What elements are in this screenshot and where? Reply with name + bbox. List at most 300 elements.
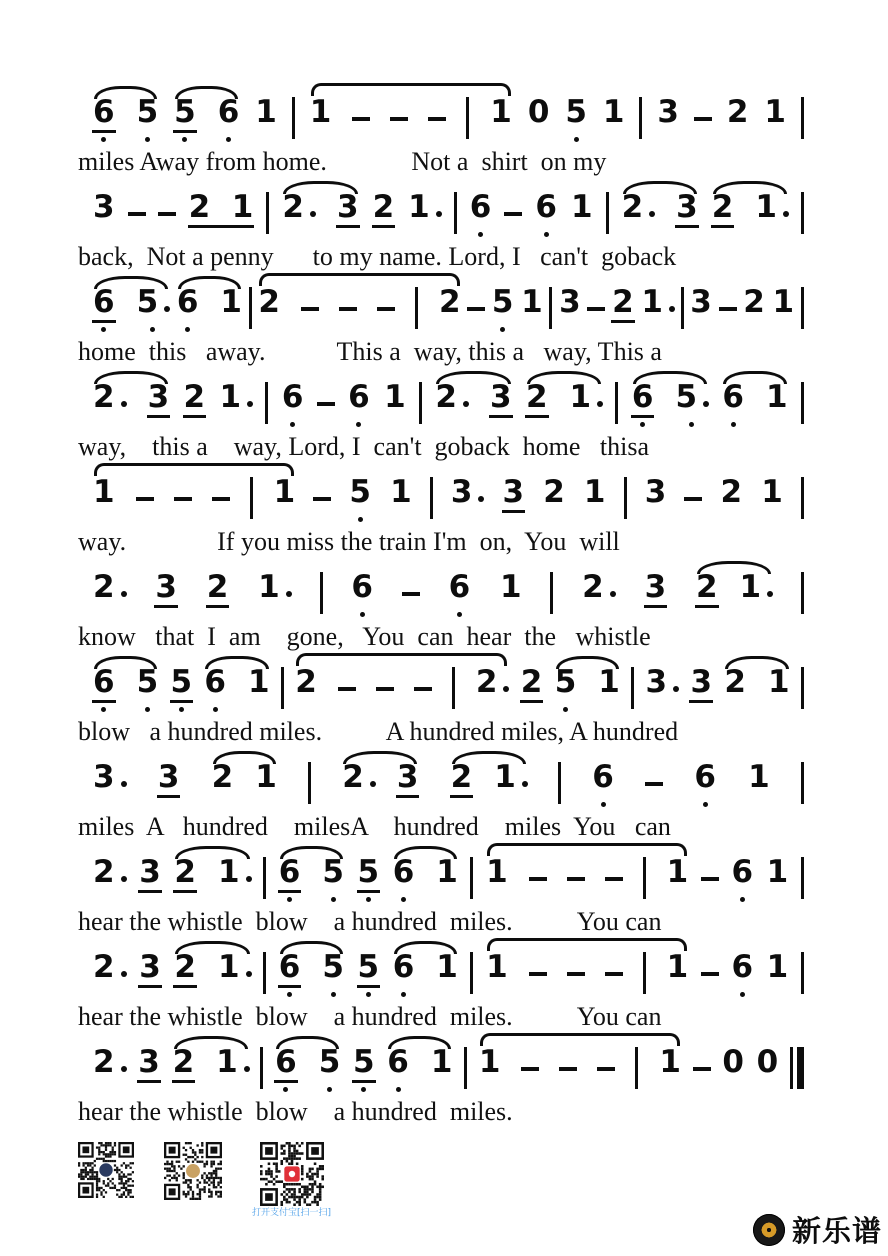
note — [489, 94, 513, 146]
slur-group — [92, 94, 159, 146]
octave-dot-space — [721, 1083, 745, 1096]
lyrics-row: miles A hundred milesA hundred miles You can — [78, 812, 671, 841]
score-line — [78, 749, 810, 844]
note — [218, 379, 253, 431]
note-digit: 2 — [450, 762, 474, 798]
note-digit: 3 — [147, 382, 171, 418]
octave-dot-space — [489, 418, 513, 431]
octave-dot-space — [217, 988, 252, 1001]
note — [211, 759, 235, 811]
note-digit: 6 — [535, 189, 557, 225]
note — [591, 759, 615, 811]
note-digit-row — [611, 284, 635, 323]
notes-row — [78, 84, 810, 146]
note-digit: 3 — [644, 572, 668, 608]
note-digit: 1 — [764, 94, 786, 130]
note — [389, 474, 413, 526]
low-octave-dot — [689, 422, 694, 427]
note-digit-row — [257, 284, 281, 323]
dot-after — [436, 211, 442, 217]
slur-group — [176, 284, 243, 336]
note — [450, 474, 485, 526]
dash-row — [567, 860, 585, 893]
octave-dot-space — [645, 703, 680, 716]
tie-arc — [487, 938, 687, 951]
dash-glyph — [174, 497, 192, 501]
note-digit: 2 — [93, 949, 115, 985]
dash-row — [559, 1050, 577, 1083]
octave-dot-space — [475, 703, 510, 716]
dash-row — [376, 670, 394, 703]
note-digit: 5 — [357, 857, 381, 893]
octave-dot-space — [188, 228, 255, 241]
note-digit-row — [206, 569, 230, 608]
note — [92, 379, 127, 431]
low-octave-dot — [601, 802, 606, 807]
slur-arc — [623, 181, 697, 194]
slur-arc — [452, 751, 526, 764]
tie-arc — [311, 83, 511, 96]
note-digit: 6 — [348, 379, 370, 415]
low-octave-dot — [331, 992, 336, 997]
slur-group — [554, 664, 621, 716]
notes-row — [78, 179, 810, 241]
note-digit-row — [525, 379, 549, 418]
below-space — [567, 893, 585, 906]
lyrics-row: hear the whistle blow a hundred miles. You can — [78, 1002, 662, 1031]
note-digit-row — [392, 854, 416, 893]
note-digit: 2 — [173, 857, 197, 893]
note-digit: 1 — [248, 664, 270, 700]
note-digit-row — [278, 949, 302, 988]
note-digit-row — [640, 284, 675, 323]
note-digit: 2 — [206, 572, 230, 608]
note-digit: 6 — [592, 759, 614, 795]
notes-row — [78, 1034, 810, 1096]
note-digit: 1 — [220, 284, 242, 320]
note-digit: 2 — [282, 189, 304, 225]
slur-group — [631, 379, 709, 431]
note-digit-row — [435, 949, 459, 988]
octave-dot-space — [656, 133, 680, 146]
note-digit: 2 — [695, 572, 719, 608]
note-digit-row — [137, 1044, 161, 1083]
slur-group — [721, 379, 788, 431]
octave-dot-space — [527, 133, 551, 146]
low-octave-dot — [731, 422, 736, 427]
octave-dot-space — [448, 608, 472, 621]
below-space — [719, 323, 737, 336]
note — [485, 949, 509, 1001]
note-digit: 5 — [554, 664, 577, 700]
note-digit: 1 — [486, 854, 508, 890]
low-octave-dot — [366, 992, 371, 997]
note-digit: 2 — [372, 192, 396, 228]
note-digit-row — [760, 474, 784, 513]
octave-dot-space — [430, 1083, 454, 1096]
octave-dot-space — [350, 608, 374, 621]
note-digit-row — [644, 474, 668, 513]
note-digit: 5 — [318, 1044, 341, 1080]
score — [78, 84, 810, 1129]
slur-arc — [725, 656, 788, 669]
note-digit-row — [386, 1044, 410, 1083]
note — [309, 94, 333, 146]
note-digit: 6 — [731, 854, 754, 890]
octave-dot-space — [542, 513, 566, 526]
note — [435, 949, 459, 1001]
lyrics-row: home this away. This a way, this a way, This a — [78, 337, 662, 366]
note — [274, 1044, 298, 1096]
octave-dot-space — [597, 703, 621, 716]
dash-row — [567, 955, 585, 988]
note — [92, 569, 127, 621]
note-digit: 2 — [93, 379, 115, 415]
barline — [470, 952, 473, 994]
note — [435, 854, 459, 906]
octave-dot-space — [274, 1083, 298, 1096]
note — [247, 664, 271, 716]
octave-dot-space — [747, 798, 771, 811]
note-digit-row — [383, 379, 407, 418]
dot-after — [767, 591, 773, 597]
below-space — [567, 988, 585, 1001]
note-digit-row — [321, 949, 345, 988]
note-digit: 1 — [521, 284, 543, 320]
note-digit-row — [92, 474, 116, 513]
octave-dot-space — [372, 228, 396, 241]
note — [689, 664, 713, 716]
beamed-note-pair — [188, 189, 255, 241]
note-digit: 2 — [743, 284, 765, 320]
duration-dash — [376, 670, 394, 716]
dash-row — [684, 480, 702, 513]
note-digit: 1 — [499, 569, 522, 605]
slur-arc — [175, 86, 238, 99]
duration-dash — [313, 480, 331, 526]
note — [520, 284, 544, 336]
octave-dot-space — [739, 608, 774, 621]
barline — [606, 192, 609, 234]
note-digit: 6 — [448, 569, 471, 605]
note — [92, 474, 116, 526]
note-digit: 2 — [711, 192, 735, 228]
note — [92, 94, 116, 146]
note — [666, 949, 690, 1001]
barline — [681, 287, 684, 329]
octave-dot-space — [309, 133, 333, 146]
duration-dash — [467, 290, 485, 336]
note-digit-row — [203, 664, 227, 703]
note-digit-row — [173, 854, 197, 893]
octave-dot-space — [217, 893, 252, 906]
octave-dot-space — [640, 323, 675, 336]
octave-dot-space — [558, 323, 582, 336]
qr-code-2 — [164, 1142, 222, 1200]
octave-dot-space — [763, 133, 787, 146]
note-digit: 2 — [543, 474, 565, 510]
note — [281, 379, 305, 431]
note-digit-row — [726, 94, 750, 133]
note — [350, 569, 374, 621]
note — [581, 569, 616, 621]
below-space — [352, 133, 370, 146]
slur-group — [621, 189, 699, 241]
octave-dot-space — [450, 798, 474, 811]
note-digit-row — [434, 379, 469, 418]
duration-dash — [693, 1050, 711, 1096]
note — [170, 664, 194, 716]
duration-dash — [605, 860, 623, 906]
note-digit-row — [92, 569, 127, 608]
notes-row — [78, 274, 810, 336]
slur-arc — [697, 561, 771, 574]
note-digit: 3 — [138, 952, 162, 988]
note-digit: 1 — [216, 1044, 238, 1080]
note-digit: 5 — [352, 1047, 376, 1083]
note-digit-row — [754, 189, 789, 228]
below-space — [605, 988, 623, 1001]
dash-row — [128, 195, 146, 228]
octave-dot-space — [92, 513, 116, 526]
note-digit-row — [485, 854, 509, 893]
octave-dot-space — [396, 798, 420, 811]
note — [92, 949, 127, 1001]
below-space — [521, 1083, 539, 1096]
note-digit: 1 — [766, 854, 789, 890]
dash-row — [605, 955, 623, 988]
qr-code-image — [164, 1142, 222, 1200]
low-octave-dot — [150, 327, 155, 332]
octave-dot-space — [211, 798, 235, 811]
octave-dot-space — [138, 988, 162, 1001]
octave-dot-space — [386, 1083, 410, 1096]
low-octave-dot — [182, 137, 187, 142]
tie-group — [485, 949, 689, 1001]
note — [721, 379, 745, 431]
dash-glyph — [605, 877, 623, 881]
note — [407, 189, 442, 241]
below-space — [339, 323, 357, 336]
note — [527, 94, 551, 146]
score-line — [78, 84, 810, 179]
note-digit: 3 — [502, 477, 526, 513]
low-octave-dot — [331, 897, 336, 902]
octave-dot-space — [352, 1083, 376, 1096]
note-digit-row — [438, 284, 462, 323]
dash-glyph — [414, 687, 432, 691]
note-digit: 3 — [450, 474, 473, 510]
duration-dash — [136, 480, 154, 526]
note-digit: 6 — [176, 284, 199, 320]
note-digit-row — [318, 1044, 342, 1083]
low-octave-dot — [101, 327, 106, 332]
note — [254, 759, 278, 811]
octave-dot-space — [357, 988, 381, 1001]
dot-after — [247, 401, 253, 407]
slur-arc — [723, 371, 786, 384]
note — [176, 284, 200, 336]
note-digit: 1 — [772, 284, 795, 320]
note-digit: 2 — [475, 664, 498, 700]
dash-glyph — [701, 877, 719, 881]
octave-dot-space — [347, 418, 371, 431]
note-digit: 1 — [408, 189, 430, 225]
low-octave-dot — [401, 897, 406, 902]
lyrics-row: know that I am gone, You can hear the whistle — [78, 622, 651, 651]
below-space — [504, 228, 522, 241]
barline — [415, 287, 418, 329]
dash-glyph — [402, 592, 420, 596]
note-digit: 1 — [570, 189, 593, 225]
note — [278, 854, 302, 906]
slur-group — [711, 189, 789, 241]
score-line — [78, 1034, 810, 1129]
low-octave-dot — [226, 137, 231, 142]
slur-arc — [174, 1036, 248, 1049]
note — [721, 1044, 745, 1096]
octave-dot-space — [294, 703, 318, 716]
octave-dot-space — [485, 893, 509, 906]
barline — [801, 952, 804, 994]
note — [183, 379, 207, 431]
barline — [801, 762, 804, 804]
slur-arc — [175, 941, 249, 954]
duration-dash — [521, 1050, 539, 1096]
slur-group — [695, 569, 773, 621]
barline — [263, 952, 266, 994]
dash-glyph — [128, 212, 146, 216]
below-space — [414, 703, 432, 716]
dot-after — [246, 876, 252, 882]
note — [386, 1044, 410, 1096]
note — [281, 189, 316, 241]
dot-after — [246, 971, 252, 977]
notes-row — [78, 844, 810, 906]
barline — [263, 857, 266, 899]
low-octave-dot — [145, 137, 150, 142]
note-digit-row — [92, 664, 116, 703]
note — [711, 189, 735, 241]
duration-dash — [567, 860, 585, 906]
octave-dot-space — [644, 608, 668, 621]
duration-dash — [352, 100, 370, 146]
note — [321, 854, 345, 906]
dot-after — [121, 876, 127, 882]
note — [92, 759, 127, 811]
dash-glyph — [587, 307, 605, 311]
barline — [801, 667, 804, 709]
dot-after — [673, 686, 679, 692]
lyrics-row: miles Away from home. Not a shirt on my — [78, 147, 607, 176]
note-digit-row — [254, 759, 278, 798]
slur-arc — [94, 86, 157, 99]
score-line — [78, 939, 810, 1034]
tie-group — [294, 664, 509, 716]
slur-arc — [178, 276, 241, 289]
octave-dot-space — [583, 513, 607, 526]
note-digit-row — [720, 474, 744, 513]
low-octave-dot — [478, 232, 483, 237]
note-digit-row — [217, 854, 252, 893]
slur-arc — [213, 751, 276, 764]
note — [767, 664, 791, 716]
octave-dot-space — [392, 988, 416, 1001]
note-digit: 2 — [93, 569, 115, 605]
dot-after — [121, 971, 127, 977]
note-digit: 2 — [520, 667, 544, 703]
barline — [643, 952, 646, 994]
note — [747, 759, 771, 811]
note — [173, 949, 197, 1001]
note-digit: 2 — [93, 854, 115, 890]
qr-code-image — [260, 1142, 324, 1206]
note-digit: 2 — [724, 664, 746, 700]
below-space — [301, 323, 319, 336]
note-digit: 1 — [494, 759, 516, 795]
note — [203, 664, 227, 716]
notes-row — [78, 559, 810, 621]
note-digit: 2 — [173, 952, 197, 988]
octave-dot-space — [281, 418, 305, 431]
final-barline — [790, 1047, 804, 1089]
octave-dot-space — [203, 703, 227, 716]
note-digit: 1 — [739, 569, 762, 605]
octave-dot-space — [760, 513, 784, 526]
below-space — [317, 418, 335, 431]
note — [357, 949, 381, 1001]
note-digit: 5 — [675, 379, 698, 415]
note-digit-row — [721, 379, 745, 418]
tie-arc — [259, 273, 459, 286]
octave-dot-space — [92, 418, 127, 431]
note-digit-row — [656, 94, 680, 133]
note — [172, 1044, 196, 1096]
slur-group — [92, 664, 159, 716]
dash-row — [719, 290, 737, 323]
note — [666, 854, 690, 906]
low-octave-dot — [358, 517, 363, 522]
note-digit-row — [730, 949, 754, 988]
slur-group — [173, 949, 251, 1001]
note-digit-row — [92, 379, 127, 418]
note — [502, 474, 526, 526]
qr-code-1 — [78, 1142, 134, 1198]
note — [689, 284, 713, 336]
dash-glyph — [339, 307, 357, 311]
note-digit-row — [136, 284, 171, 323]
octave-dot-space — [357, 893, 381, 906]
note-digit: 6 — [281, 379, 304, 415]
barline — [801, 97, 804, 139]
note — [396, 759, 420, 811]
low-octave-dot — [283, 1087, 288, 1092]
note-digit: 3 — [154, 572, 178, 608]
note — [542, 474, 566, 526]
dash-row — [587, 290, 605, 323]
octave-dot-space — [383, 418, 407, 431]
below-space — [587, 323, 605, 336]
note-digit: 1 — [93, 474, 115, 510]
note-digit-row — [217, 94, 241, 133]
octave-dot-space — [689, 703, 713, 716]
note — [756, 1044, 780, 1096]
note-digit-row — [138, 949, 162, 988]
octave-dot-space — [721, 418, 745, 431]
slur-group — [92, 379, 170, 431]
barline — [801, 572, 804, 614]
octave-dot-space — [499, 608, 523, 621]
